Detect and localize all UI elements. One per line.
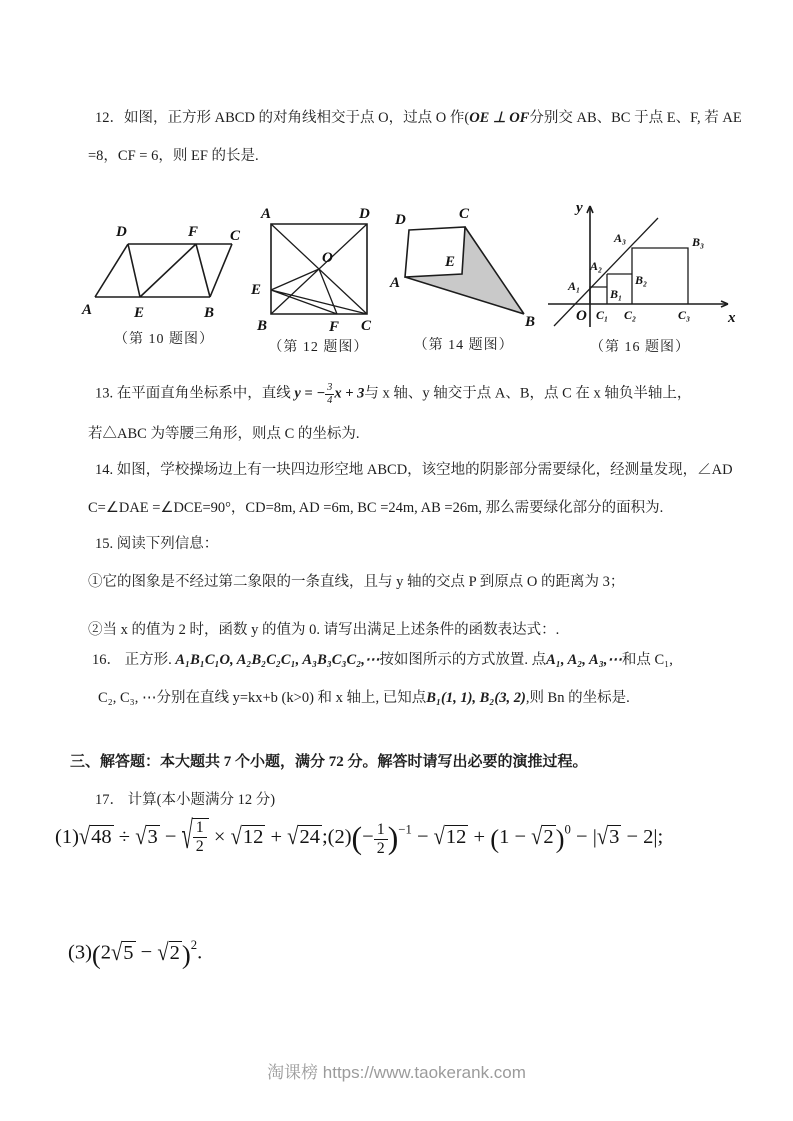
fraction-1-2: [193, 819, 207, 856]
radical-sign: √: [78, 823, 91, 850]
label-B: B: [524, 314, 535, 330]
label-C: C: [458, 206, 469, 222]
figure-q16-caption: （第 16 题图）: [589, 340, 690, 355]
minus-abs-open: − |: [570, 825, 597, 848]
frac-den: 2: [374, 839, 388, 858]
close-paren: ): [387, 820, 399, 856]
radical-sign: √: [157, 939, 169, 966]
radicand-48: 48: [91, 825, 112, 848]
one-minus: 1 −: [499, 825, 532, 848]
label-B3: B₃: [691, 235, 705, 249]
label-F: F: [188, 224, 199, 240]
label-E: E: [444, 254, 455, 270]
q13-frac-num: 3: [327, 382, 333, 393]
sqrt-3: [135, 823, 160, 850]
label-A: A: [82, 302, 93, 318]
label-C: C: [230, 228, 241, 244]
question-12-line1: [95, 108, 742, 128]
q16-math2: A₁, A₂, A₃,⋯: [546, 652, 622, 668]
q13-frac-den: 4: [327, 395, 333, 406]
frac-den: 2: [193, 837, 207, 856]
q12-text-pre: 12．如图，正方形 ABCD 的对角线相交于点 O，过点 O 作(: [95, 110, 470, 126]
radicand-12: 12: [445, 825, 467, 848]
label-B: B: [257, 318, 268, 334]
plus-sign: +: [265, 825, 288, 848]
exponent-2: 2: [190, 938, 198, 952]
parallelogram-lines: [95, 244, 232, 297]
figure-q12: [249, 202, 387, 362]
sqrt-2c: [157, 939, 182, 966]
radicand-5: 5: [123, 941, 134, 964]
coefficient-2: 2: [100, 941, 112, 964]
q13-fraction: [325, 382, 334, 407]
q13-eq-pre: y = −: [294, 385, 326, 402]
f3-label: (3): [68, 941, 92, 964]
label-D: D: [359, 206, 371, 222]
label-D: D: [116, 224, 127, 240]
figure-q10: [80, 216, 248, 362]
q16-suf1: 和点 C₁,: [621, 652, 673, 668]
q17-formula-3: [68, 938, 202, 970]
minus-sign: −: [135, 941, 158, 964]
label-F: F: [329, 319, 340, 334]
figure-q16-drawing: [540, 194, 740, 334]
minus-sign: −: [159, 825, 182, 848]
label-A: A: [389, 275, 400, 291]
label-y: y: [575, 200, 583, 216]
section-3-header: 三、解答题：本大题共 7 个小题，满分 72 分。解答时请写出必要的演推过程。: [70, 754, 588, 770]
question-17-label: 17． 计算(本小题满分 12 分): [95, 792, 276, 808]
close-paren: ): [181, 939, 191, 970]
plus-sign: +: [468, 825, 491, 848]
label-C: C: [361, 318, 372, 334]
radical-sign: √: [111, 939, 123, 966]
label-C2: C₂: [623, 308, 637, 322]
q13-suffix: 与 x 轴、y 轴交于点 A、B，点 C 在 x 轴负半轴上，: [364, 385, 692, 402]
q16-math3: B₁(1, 1), B₂(3, 2): [426, 690, 526, 706]
f2-label: ;(2): [321, 825, 352, 848]
figure-q10-drawing: [80, 216, 248, 326]
radicand-3: 3: [147, 825, 158, 848]
q16-math1: A₁B₁C₁O, A₂B₂C₂C₁, A₃B₃C₃C₂,⋯: [175, 652, 380, 668]
radical-sign: √: [287, 823, 299, 850]
sqrt-2: [531, 823, 556, 850]
negative-sign: −: [362, 825, 374, 848]
label-B2: B₂: [634, 273, 648, 287]
frac-num: 1: [376, 820, 385, 838]
q13-eq-post: x + 3: [334, 385, 365, 402]
q17-formula-1-2: [55, 815, 664, 858]
figure-q12-drawing: [249, 202, 387, 334]
abs-tail: − 2|;: [621, 825, 664, 848]
figure-q14-drawing: [389, 202, 539, 332]
period: .: [197, 941, 203, 964]
axis-arrows: [587, 206, 728, 307]
figure-q12-caption: （第 12 题图）: [268, 340, 369, 355]
radical-sign: √: [181, 815, 193, 858]
interior-lines: [271, 224, 367, 314]
exponent-0: 0: [564, 822, 571, 837]
sqrt-12b: [433, 823, 469, 850]
label-C3: C₃: [677, 308, 691, 322]
q16-mid: 按如图所示的方式放置. 点: [379, 652, 547, 668]
label-E: E: [251, 282, 262, 298]
radicand-2: 2: [543, 825, 554, 848]
question-12-line2: =8，CF = 6，则 EF 的长是.: [88, 148, 259, 164]
f1-label: (1): [55, 825, 79, 848]
figure-q16: [540, 194, 740, 362]
label-x: x: [727, 310, 736, 326]
close-paren: ): [555, 823, 565, 854]
sqrt-24: [287, 823, 322, 850]
label-O: O: [322, 250, 334, 266]
radicand-3: 3: [609, 825, 620, 848]
figure-q10-caption: （第 10 题图）: [114, 332, 214, 347]
radical-sign: √: [531, 823, 543, 850]
open-paren: (: [351, 820, 363, 856]
radicand-half: [192, 818, 209, 856]
label-B1: B₁: [609, 287, 623, 301]
radicand-2: 2: [169, 941, 180, 964]
label-O: O: [575, 308, 587, 324]
figures-row: [80, 194, 740, 362]
fraction-1-2b: [374, 821, 388, 858]
open-paren: (: [490, 823, 500, 854]
question-14-line2: C=∠DAE =∠DCE=90°，CD=8m, AD =6m, BC =24m, AB =26m, 那么需要绿化部分的面积为.: [88, 500, 664, 516]
radical-sign: √: [433, 823, 445, 850]
sqrt-half: [181, 815, 209, 858]
times-sign: ×: [208, 825, 231, 848]
label-C1: C₁: [595, 308, 609, 322]
sqrt-48: [78, 823, 114, 850]
question-16-line2: [98, 688, 630, 708]
q13-pre: 13. 在平面直角坐标系中，直线: [95, 385, 295, 402]
sqrt-12: [230, 823, 266, 850]
minus-sign: −: [411, 825, 434, 848]
q12-math: OE ⊥ OF: [469, 110, 530, 126]
label-A1: A₁: [567, 279, 581, 293]
question-15-item2: ②当 x 的值为 2 时，函数 y 的值为 0. 请写出满足上述条件的函数表达式：.: [88, 622, 560, 638]
figure-q14: [389, 202, 539, 362]
question-13-line1: [95, 382, 691, 407]
q12-text-post: 分别交 AB、BC 于点 E、F, 若 AE: [529, 110, 742, 126]
question-15-line1: 15. 阅读下列信息：: [95, 536, 219, 552]
radicand-12: 12: [242, 825, 264, 848]
q16-suf2: ,则 Bn 的坐标是.: [525, 690, 630, 706]
radical-sign: √: [230, 823, 242, 850]
radical-sign: √: [135, 823, 147, 850]
radical-sign: √: [596, 823, 609, 850]
question-14-line1: 14. 如图，学校操场边上有一块四边形空地 ABCD，该空地的阴影部分需要绿化，经测量发现，∠AD: [95, 462, 733, 478]
question-16-line1: [92, 650, 673, 670]
label-A: A: [261, 206, 272, 222]
axes: [548, 206, 728, 327]
sqrt-5: [111, 939, 136, 966]
label-E: E: [134, 305, 145, 321]
question-13-line2: 若△ABC 为等腰三角形，则点 C 的坐标为.: [88, 426, 360, 442]
q16-pre2: C₂, C₃, ⋯分别在直线 y=kx+b (k>0) 和 x 轴上, 已知点: [98, 690, 427, 706]
open-paren: (: [91, 939, 101, 970]
frac-num: 1: [195, 819, 204, 836]
exponent-neg1: −1: [398, 822, 412, 837]
radicand-24: 24: [299, 825, 320, 848]
figure-q14-caption: （第 14 题图）: [413, 338, 514, 353]
q16-pre: 16． 正方形.: [92, 652, 176, 668]
footer-watermark: 淘课榜 https://www.taokerank.com: [267, 1063, 526, 1082]
question-15-item1: ①它的图象是不经过第二象限的一条直线，且与 y 轴的交点 P 到原点 O 的距离为 3；: [88, 574, 625, 590]
sqrt-3b: [596, 823, 622, 850]
label-A3: A₃: [613, 231, 627, 245]
label-B: B: [204, 305, 215, 321]
divide-sign: ÷: [113, 825, 136, 848]
label-D: D: [394, 212, 406, 228]
label-A2: A₂: [589, 259, 603, 273]
